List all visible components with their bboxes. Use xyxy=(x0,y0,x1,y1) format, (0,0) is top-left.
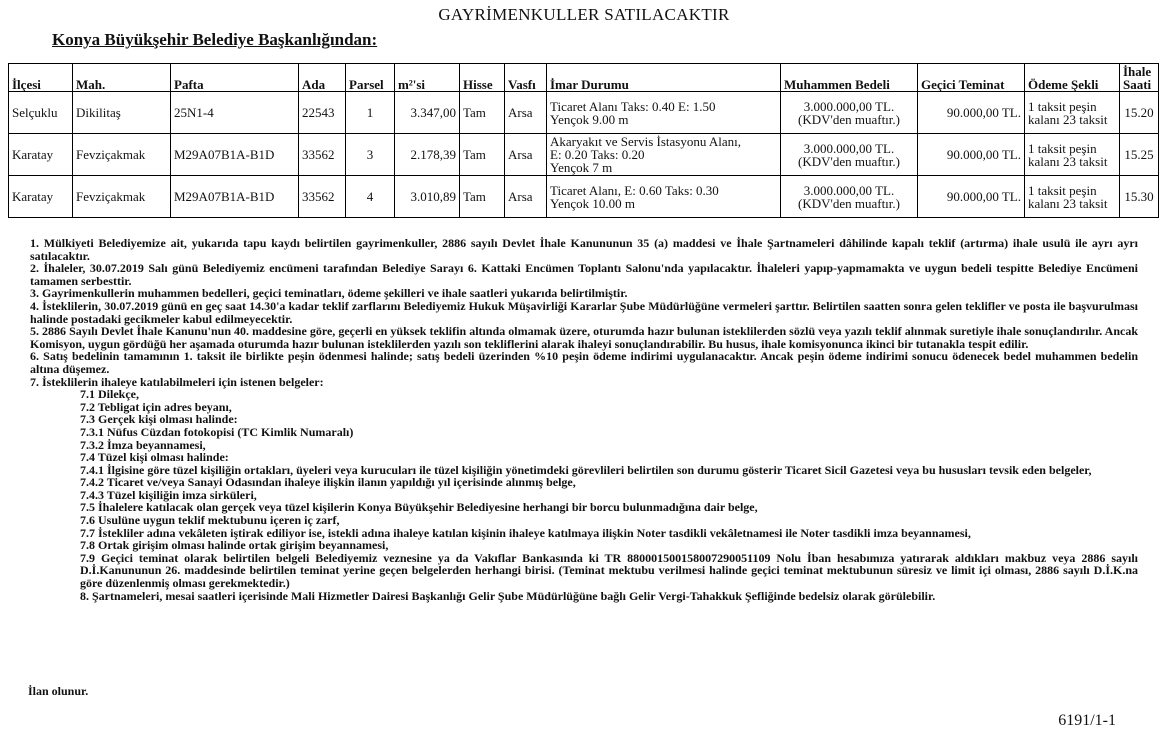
doc-7-3-1: 7.3.1 Nüfus Cüzdan fotokopisi (TC Kimlik Numaralı) xyxy=(80,424,354,439)
cell-teminat: 90.000,00 TL. xyxy=(918,92,1025,134)
cell-muhammen xyxy=(781,92,918,134)
doc-7-5: 7.5 İhalelere katılacak olan gerçek veya tüzel kişilerin Konya Büyükşehir Belediyesine herhangi bir borcu bulunmadığına dair belge, xyxy=(80,500,758,515)
header-hisse: Hisse xyxy=(460,64,505,92)
term-1: 1. Mülkiyeti Belediyemize ait, yukarıda tapu kaydı belirtilen gayrimenkuller, 2886 sayılı Devlet İhale Kanununun 35 (a) maddesi ve İhale Şartnameleri dâhilinde kapalı teklif (artırma) ihale usulü ile ayrı ayrı satılacaktır. xyxy=(30,236,1138,263)
cell-mahalle: Dikilitaş xyxy=(73,92,171,134)
issuer-heading: Konya Büyükşehir Belediye Başkanlığından: xyxy=(52,30,378,49)
doc-7-4: 7.4 Tüzel kişi olması halinde: xyxy=(80,450,229,465)
cell-ada: 33562 xyxy=(299,176,346,218)
header-pafta: Pafta xyxy=(171,64,299,92)
page-title: GAYRİMENKULLER SATILACAKTIR xyxy=(438,5,730,24)
doc-7-8: 7.8 Ortak girişim olması halinde ortak girişim beyannamesi, xyxy=(80,538,389,553)
cell-teminat: 90.000,00 TL. xyxy=(918,134,1025,176)
header-ada: Ada xyxy=(299,64,346,92)
bedel-amount: 3.000.000,00 TL. xyxy=(803,140,895,156)
imar-line: Yençok 10.00 m xyxy=(550,195,635,211)
doc-7-7: 7.7 İstekliler adına vekâleten iştirak ediliyor ise, istekli adına ihaleye katılan kişinin ihaleye katılmaya ilişkin Noter tasdikli vekâletnamesi ile Noter tasdikli imza beyannamesi, xyxy=(80,525,971,540)
term-6: 6. Satış bedelinin tamamının 1. taksit ile birlikte peşin ödenmesi halinde; satış bedeli üzerinden %10 peşin ödeme indirimi uygulanacaktır. Ancak peşin ödeme indirimi sonucu ödenecek bedel muhammen bedelin altına düşemez. xyxy=(30,349,1138,376)
cell-saat: 15.30 xyxy=(1120,176,1159,218)
cell-vasfi: Arsa xyxy=(505,134,547,176)
doc-7-3: 7.3 Gerçek kişi olması halinde: xyxy=(80,412,238,427)
cell-saat: 15.20 xyxy=(1120,92,1159,134)
doc-7-4-2: 7.4.2 Ticaret ve/veya Sanayi Odasından ihaleye ilişkin ilanın yapıldığı yıl içerisinde alınmış belge, xyxy=(80,475,576,490)
imar-line: Yençok 9.00 m xyxy=(550,111,629,127)
cell-mahalle: Fevziçakmak xyxy=(73,134,171,176)
cell-m2: 2.178,39 xyxy=(395,134,460,176)
table-row xyxy=(9,92,1159,134)
doc-7-2: 7.2 Tebligat için adres beyanı, xyxy=(80,399,232,414)
imar-line: Yençok 7 m xyxy=(550,160,613,175)
cell-pafta: M29A07B1A-B1D xyxy=(171,134,299,176)
doc-7-6: 7.6 Usulüne uygun teklif mektubunu içeren iç zarf, xyxy=(80,513,340,528)
cell-parsel: 4 xyxy=(346,176,395,218)
cell-muhammen xyxy=(781,134,918,176)
cell-vasfi: Arsa xyxy=(505,176,547,218)
header-mahalle: Mah. xyxy=(73,64,171,92)
cell-hisse: Tam xyxy=(460,176,505,218)
doc-7-4-1: 7.4.1 İlgisine göre tüzel kişiliğin ortakları, üyeleri veya kurucuları ile tüzel kişiliğin yönetimdeki görevlileri belirtilen son durumu gösterir Ticaret Sicil Gazetesi veya bu hususları tevsik eden belgeler, xyxy=(80,462,1092,477)
header-m2: m²'si xyxy=(395,64,460,92)
table-row xyxy=(9,176,1159,218)
cell-imar xyxy=(547,134,781,176)
cell-imar xyxy=(547,176,781,218)
cell-hisse: Tam xyxy=(460,92,505,134)
imar-line: Akaryakıt ve Servis İstasyonu Alanı, xyxy=(550,134,741,149)
imar-line: Ticaret Alanı, E: 0.60 Taks: 0.30 xyxy=(550,182,719,198)
term-8: 8. Şartnameleri, mesai saatleri içerisinde Mali Hizmetler Dairesi Başkanlığı Gelir Şube Müdürlüğüne bağlı Gelir Vergi-Tahakkuk Şefliğinde bedelsiz olarak görülebilir. xyxy=(80,588,936,603)
closing-text: İlan olunur. xyxy=(28,684,89,698)
header-teminat: Geçici Teminat xyxy=(918,64,1025,92)
term-3: 3. Gayrimenkullerin muhammen bedelleri, geçici teminatları, ödeme şekilleri ve ihale saatleri yukarıda belirtilmiştir. xyxy=(30,286,628,301)
bedel-note: (KDV'den muaftır.) xyxy=(798,195,900,211)
terms-list xyxy=(30,237,1138,602)
header-parsel: Parsel xyxy=(346,64,395,92)
cell-ilce: Selçuklu xyxy=(9,92,73,134)
cell-imar xyxy=(547,92,781,134)
imar-line: Ticaret Alanı Taks: 0.40 E: 1.50 xyxy=(550,98,716,114)
term-7: 7. İsteklilerin ihaleye katılabilmeleri için istenen belgeler: xyxy=(30,374,324,389)
bedel-note: (KDV'den muaftır.) xyxy=(798,153,900,169)
cell-teminat: 90.000,00 TL. xyxy=(918,176,1025,218)
cell-m2: 3.010,89 xyxy=(395,176,460,218)
cell-ada: 22543 xyxy=(299,92,346,134)
cell-parsel: 3 xyxy=(346,134,395,176)
reference-number: 6191/1-1 xyxy=(1058,712,1116,729)
cell-ilce: Karatay xyxy=(9,134,73,176)
bedel-amount: 3.000.000,00 TL. xyxy=(803,182,895,198)
cell-parsel: 1 xyxy=(346,92,395,134)
cell-vasfi: Arsa xyxy=(505,92,547,134)
bedel-amount: 3.000.000,00 TL. xyxy=(803,98,895,114)
cell-ilce: Karatay xyxy=(9,176,73,218)
cell-saat: 15.25 xyxy=(1120,134,1159,176)
term-5: 5. 2886 Sayılı Devlet İhale Kanunu'nun 40. maddesine göre, geçerli en yüksek teklifin altında olmamak üzere, oturumda hazır bulunan isteklilerden sözlü veya yazılı teklif alınmak suretiyle ihale sonuçlandırılır. Ancak Komisyon, uygun gördüğü her aşamada oturumda hazır bulunan isteklilerden yazılı son tekliflerini alarak ihaleyi sonuçlandırabilir. Bu husus, ihale komisyonunca ikinci bir tutanakla tespit edilir. xyxy=(30,324,1138,351)
cell-odeme: 1 taksit peşin kalanı 23 taksit xyxy=(1025,134,1120,176)
header-ilce: İlçesi xyxy=(9,64,73,92)
cell-mahalle: Fevziçakmak xyxy=(73,176,171,218)
cell-muhammen xyxy=(781,176,918,218)
imar-line: E: 0.20 Taks: 0.20 xyxy=(550,147,645,162)
cell-m2: 3.347,00 xyxy=(395,92,460,134)
cell-odeme: 1 taksit peşin kalanı 23 taksit xyxy=(1025,176,1120,218)
bedel-note: (KDV'den muaftır.) xyxy=(798,111,900,127)
property-table xyxy=(8,63,1159,218)
term-2: 2. İhaleler, 30.07.2019 Salı günü Belediyemiz encümeni tarafından Belediye Sarayı 6. Kattaki Encümen Toplantı Salonu'nda yapılacaktır. İhaleleri yapıp-yapmamakta ve uygun bedeli tespitte Belediye Encümeni tamamen serbesttir. xyxy=(30,261,1138,288)
header-vasfi: Vasfı xyxy=(505,64,547,92)
header-imar: İmar Durumu xyxy=(547,64,781,92)
cell-ada: 33562 xyxy=(299,134,346,176)
doc-7-9: 7.9 Geçici teminat olarak belirtilen belgeli Belediyemiz veznesine ya da Vakıflar Bankasında ki TR 880001500158007290051109 Nolu İban hesabımıza yatırarak aldıkları makbuz veya 2886 sayılı D.İ.Kanununun 26. maddesinde belirtilen teminat yerine geçen belgelerden herhangi birisi. (Teminat mektubu verilmesi halinde geçici teminat mektubunun süresiz ve limit içi olması, 2886 sayılı D.İ.K.na göre düzenlenmiş olması gerekmektedir.) xyxy=(80,550,1138,591)
cell-odeme: 1 taksit peşin kalanı 23 taksit xyxy=(1025,92,1120,134)
header-muhammen: Muhammen Bedeli xyxy=(781,64,918,92)
table-row xyxy=(9,134,1159,176)
cell-pafta: M29A07B1A-B1D xyxy=(171,176,299,218)
header-saat: İhale Saati xyxy=(1120,64,1159,92)
doc-7-3-2: 7.3.2 İmza beyannamesi, xyxy=(80,437,206,452)
cell-pafta: 25N1-4 xyxy=(171,92,299,134)
doc-7-4-3: 7.4.3 Tüzel kişiliğin imza sirküleri, xyxy=(80,487,257,502)
header-odeme: Ödeme Şekli xyxy=(1025,64,1120,92)
term-4: 4. İsteklilerin, 30.07.2019 günü en geç saat 14.30'a kadar teklif zarflarını Belediyemiz Hukuk Müşavirliği Kararlar Şube Müdürlüğüne vermeleri şarttır. Belirtilen saatten sonra gelen teklifler ve posta ile başvurulması halinde postadaki gecikmeler kabul edilmeyecektir. xyxy=(30,298,1138,326)
table-header-row xyxy=(9,64,1159,92)
cell-hisse: Tam xyxy=(460,134,505,176)
doc-7-1: 7.1 Dilekçe, xyxy=(80,387,139,402)
